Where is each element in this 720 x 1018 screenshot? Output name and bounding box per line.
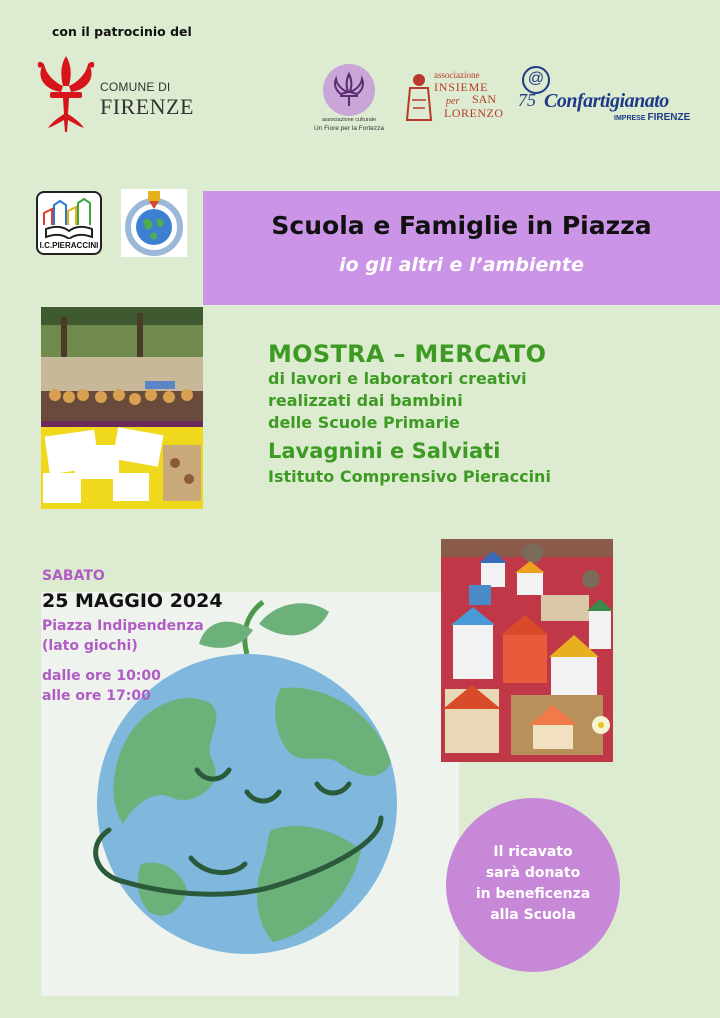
fiore-name-text: Un Fiore per la Fortezza (313, 125, 385, 132)
market-stall-photo (41, 307, 203, 509)
san-lorenzo-insieme-text: INSIEME (434, 80, 489, 94)
donation-badge (446, 798, 620, 972)
exhibition-description (268, 340, 708, 488)
event-place (42, 616, 302, 656)
event-details (42, 568, 302, 706)
donation-line-2: sarà donato (485, 865, 581, 881)
firenze-text: FIRENZE (100, 94, 194, 119)
exhibition-institute: Istituto Comprensivo Pieraccini (268, 467, 551, 486)
donation-line-4: alla Scuola (490, 907, 576, 923)
at-icon: @ (522, 66, 550, 94)
insieme-san-lorenzo-logo (404, 70, 508, 126)
donation-line-3: in beneficenza (475, 886, 591, 902)
exhibition-schools: Lavagnini e Salviati (268, 439, 501, 463)
event-place-line-1: Piazza Indipendenza (42, 618, 204, 634)
florence-lily-icon (36, 52, 96, 136)
title-banner (203, 191, 720, 305)
san-lorenzo-figure-icon (404, 70, 434, 126)
san-lorenzo-lorenzo-text: LORENZO (444, 106, 504, 120)
fiore-assoc-text: associazione culturale (321, 117, 377, 123)
exhibition-title: MOSTRA – MERCATO (268, 340, 547, 368)
crafts-photo (441, 539, 613, 762)
confartigianato-logo (518, 66, 698, 126)
event-date: 25 MAGGIO 2024 (42, 590, 223, 612)
san-lorenzo-assoc-text: associazione (434, 70, 480, 80)
donation-line-1: Il ricavato (493, 844, 573, 860)
confartigianato-sub-text (614, 112, 690, 123)
page-title: Scuola e Famiglie in Piazza (271, 211, 652, 240)
patronage-label: con il patrocinio del (52, 24, 192, 39)
comune-di-firenze-logo (36, 52, 216, 136)
exhibition-line-1: di lavori e laboratori creativi (268, 369, 527, 388)
fiore-lily-icon (323, 64, 375, 116)
donation-text (446, 842, 620, 926)
san-lorenzo-san-text: SAN (472, 92, 497, 106)
confartigianato-city-text: FIRENZE (647, 112, 691, 123)
globe-emblem-logo (121, 189, 187, 257)
san-lorenzo-per-text: per (446, 96, 460, 107)
event-place-line-2: (lato giochi) (42, 638, 138, 654)
comune-di-text: COMUNE DI (100, 80, 171, 94)
pieraccini-logo (36, 191, 102, 255)
event-day: SABATO (42, 568, 105, 584)
event-times (42, 666, 302, 706)
confartigianato-imprese-text: IMPRESE (614, 115, 646, 122)
page-subtitle: io gli altri e l’ambiente (339, 254, 584, 276)
confartigianato-75-text: 75 (518, 90, 536, 110)
exhibition-line-2: realizzati dai bambini (268, 391, 463, 410)
event-time-start: dalle ore 10:00 (42, 668, 161, 684)
pieraccini-label: I.C.PIERACCINI (39, 241, 99, 250)
fiore-fortezza-logo (304, 64, 394, 132)
event-time-end: alle ore 17:00 (42, 688, 151, 704)
exhibition-line-3: delle Scuole Primarie (268, 413, 460, 432)
school-book-icon (38, 195, 100, 239)
confartigianato-name-text: Confartigianato (544, 90, 669, 112)
